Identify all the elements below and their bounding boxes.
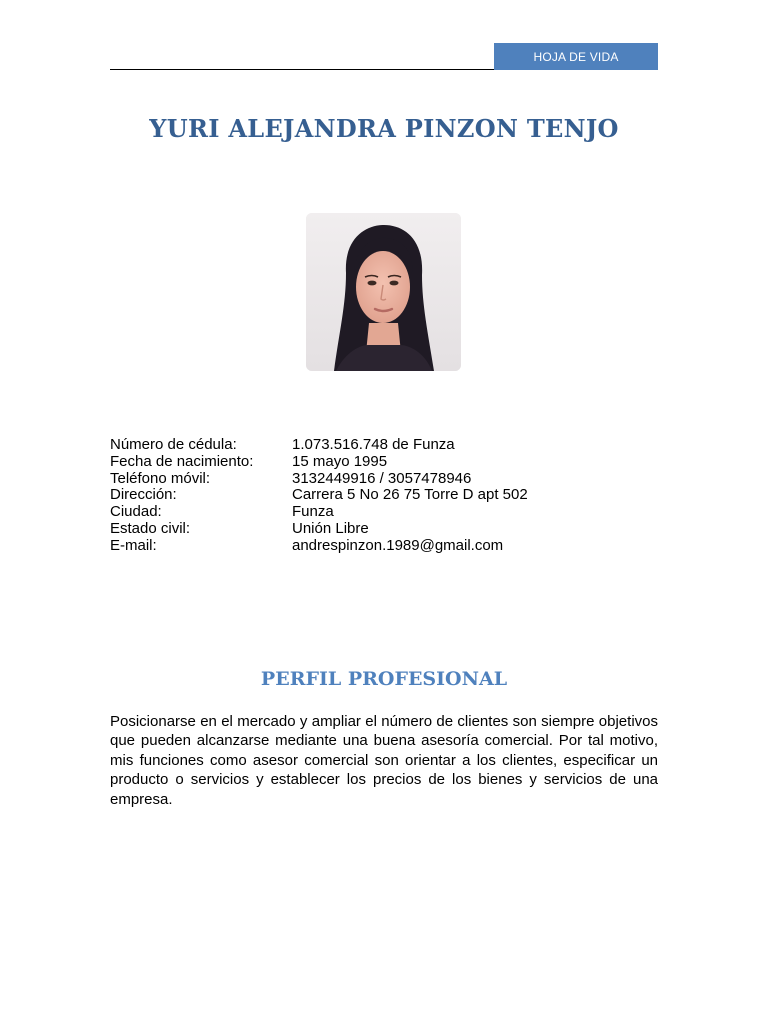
profile-paragraph: Posicionarse en el mercado y ampliar el número de clientes son siempre objetivos que pueden alcanzarse mediante una buena asesoría comercial. Por tal motivo, mis funciones como asesor comercial son orientar a los clientes, especificar un producto o servicios y establecer los precios de los bienes y servicios de una empresa. — [110, 713, 658, 808]
info-value: 1.073.516.748 de Funza — [292, 436, 455, 453]
document-type-label: HOJA DE VIDA — [533, 49, 619, 64]
info-value: Carrera 5 No 26 75 Torre D apt 502 — [292, 486, 528, 504]
info-label: Fecha de nacimiento: — [110, 452, 254, 470]
personal-info-list — [110, 437, 658, 555]
candidate-name: YURI ALEJANDRA PINZON TENJO — [149, 114, 619, 143]
info-row-city — [110, 504, 658, 521]
info-row-marital-status — [110, 521, 658, 538]
info-row-birth-date — [110, 454, 658, 471]
info-value: Funza — [292, 503, 334, 521]
info-label: E-mail: — [110, 536, 157, 554]
info-row-address — [110, 487, 658, 504]
info-label: Estado civil: — [110, 519, 191, 537]
info-label: Número de cédula: — [110, 436, 237, 453]
info-row-cedula — [110, 437, 658, 454]
info-value: Unión Libre — [292, 519, 369, 537]
info-label: Ciudad: — [110, 503, 162, 521]
profile-section-title: PERFIL PROFESIONAL — [260, 668, 508, 690]
info-row-phone — [110, 471, 658, 488]
info-value: 15 mayo 1995 — [292, 452, 388, 470]
portrait-image — [306, 213, 461, 371]
candidate-photo — [306, 213, 461, 371]
info-label: Teléfono móvil: — [110, 469, 211, 487]
info-value: 3132449916 / 3057478946 — [292, 469, 472, 487]
document-type-tag — [494, 43, 658, 70]
info-value: andrespinzon.1989@gmail.com — [292, 536, 504, 554]
info-row-email — [110, 538, 658, 555]
info-label: Dirección: — [110, 486, 177, 504]
